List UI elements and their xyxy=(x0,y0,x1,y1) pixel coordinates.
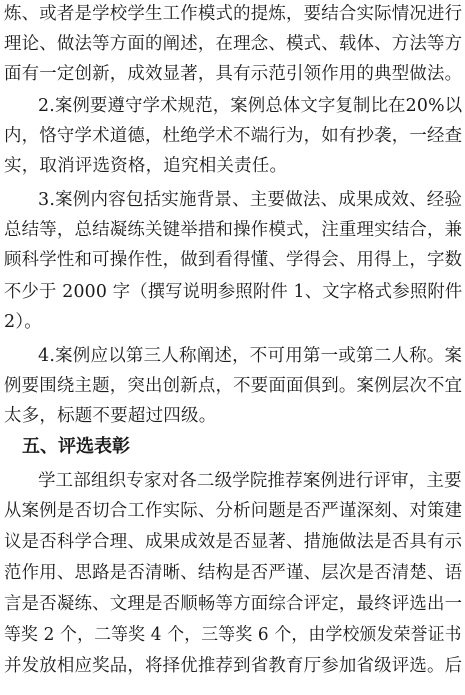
text-line: 太多，标题不要超过四级。 xyxy=(4,406,217,426)
text-line: 学工部组织专家对各二级学院推荐案例进行评审，主要 xyxy=(38,471,462,491)
text-line: 议是否科学合理、成果成效是否显著、措施做法是否具有示 xyxy=(4,532,463,552)
text-line: 例要围绕主题，突出创新点，不要面面俱到。案例层次不宜 xyxy=(4,376,463,396)
text-line: 3.案例内容包括实施背景、主要做法、成果成效、经验 xyxy=(38,190,463,210)
text-line: 等奖 2 个，二等奖 4 个，三等奖 6 个，由学校颁发荣誉证书 xyxy=(4,625,462,645)
text-line: 从案例是否切合工作实际、分析问题是否严谨深刻、对策建 xyxy=(4,501,463,521)
text-line: 4.案例应以第三人称阐述，不可用第一或第二人称。案 xyxy=(38,346,463,366)
text-line: 言是否凝练、文理是否顺畅等方面综合评定，最终评选出一 xyxy=(4,594,463,614)
text-line: 实，取消评选资格，追究相关责任。 xyxy=(4,156,288,176)
text-line: 范作用、思路是否清晰、结构是否严谨、层次是否清楚、语 xyxy=(4,563,463,583)
text-line: 不少于 2000 字（撰写说明参照附件 1、文字格式参照附件 xyxy=(4,282,463,302)
section-heading: 五、评选表彰 xyxy=(22,436,130,457)
text-line: 并发放相应奖品，将择优推荐到省教育厅参加省级评选。后 xyxy=(4,656,463,676)
text-line: 理论、做法等方面的阐述，在理念、模式、载体、方法等方 xyxy=(4,34,463,54)
text-line: 面有一定创新，成效显著，具有示范引领作用的典型做法。 xyxy=(4,64,463,84)
text-line: 总结等，总结凝练关键举措和操作模式，注重理实结合，兼 xyxy=(4,220,463,240)
text-line: 2）。 xyxy=(4,312,42,332)
text-line: 2.案例要遵守学术规范，案例总体文字复制比在20%以 xyxy=(38,96,463,116)
text-line: 炼、或者是学校学生工作模式的提炼，要结合实际情况进行 xyxy=(4,4,463,24)
text-line: 顾科学性和可操作性，做到看得懂、学得会、用得上，字数 xyxy=(4,250,463,270)
text-line: 内，恪守学术道德，杜绝学术不端行为，如有抄袭，一经查 xyxy=(4,126,463,146)
